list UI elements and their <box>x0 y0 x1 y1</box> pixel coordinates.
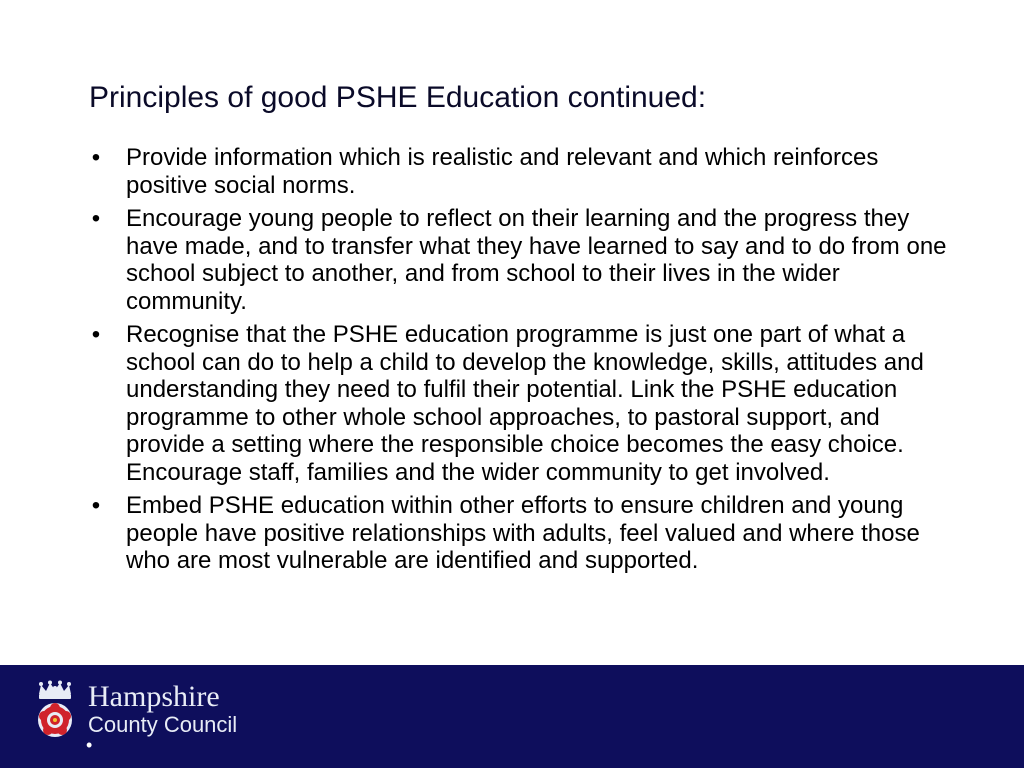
hampshire-county-council-logo <box>30 680 270 742</box>
bullet-item <box>86 144 948 199</box>
bullet-text: Recognise that the PSHE education programme is just one part of what a school can do to help a child to develop the knowledge, skills, attitudes and understanding they need to fulfil their potential. Link the PSHE education programme to other whole school approaches, to pastoral support, and provide a setting where the responsible choice becomes the easy choice. Encourage staff, families and the wider community to get involved. <box>126 321 924 486</box>
bullet-icon: • <box>91 144 101 171</box>
bullet-item <box>86 205 948 315</box>
bullet-text: Provide information which is realistic and relevant and which reinforces positive social norms. <box>126 144 879 199</box>
bullet-item <box>86 321 948 486</box>
logo-wordmark-hampshire: Hampshire <box>88 680 220 713</box>
empty-bullet-icon: • <box>86 735 93 755</box>
logo-wordmark-county-council: County Council <box>88 712 238 737</box>
bullet-text: Encourage young people to reflect on their learning and the progress they have made, and to transfer what they have learned to say and to do from one school subject to another, and from school to their lives in the wider community. <box>126 205 947 315</box>
bullet-list <box>86 144 948 581</box>
slide-title: Principles of good PSHE Education continued: <box>89 81 707 114</box>
bullet-icon: • <box>91 492 101 519</box>
bullet-text: Embed PSHE education within other efforts to ensure children and young people have positive relationships with adults, feel valued and where those who are most vulnerable are identified and supported. <box>126 492 920 574</box>
bullet-icon: • <box>91 321 101 348</box>
bullet-item <box>86 492 948 575</box>
crowned-rose-emblem-icon <box>30 680 80 742</box>
bullet-icon: • <box>91 205 101 232</box>
